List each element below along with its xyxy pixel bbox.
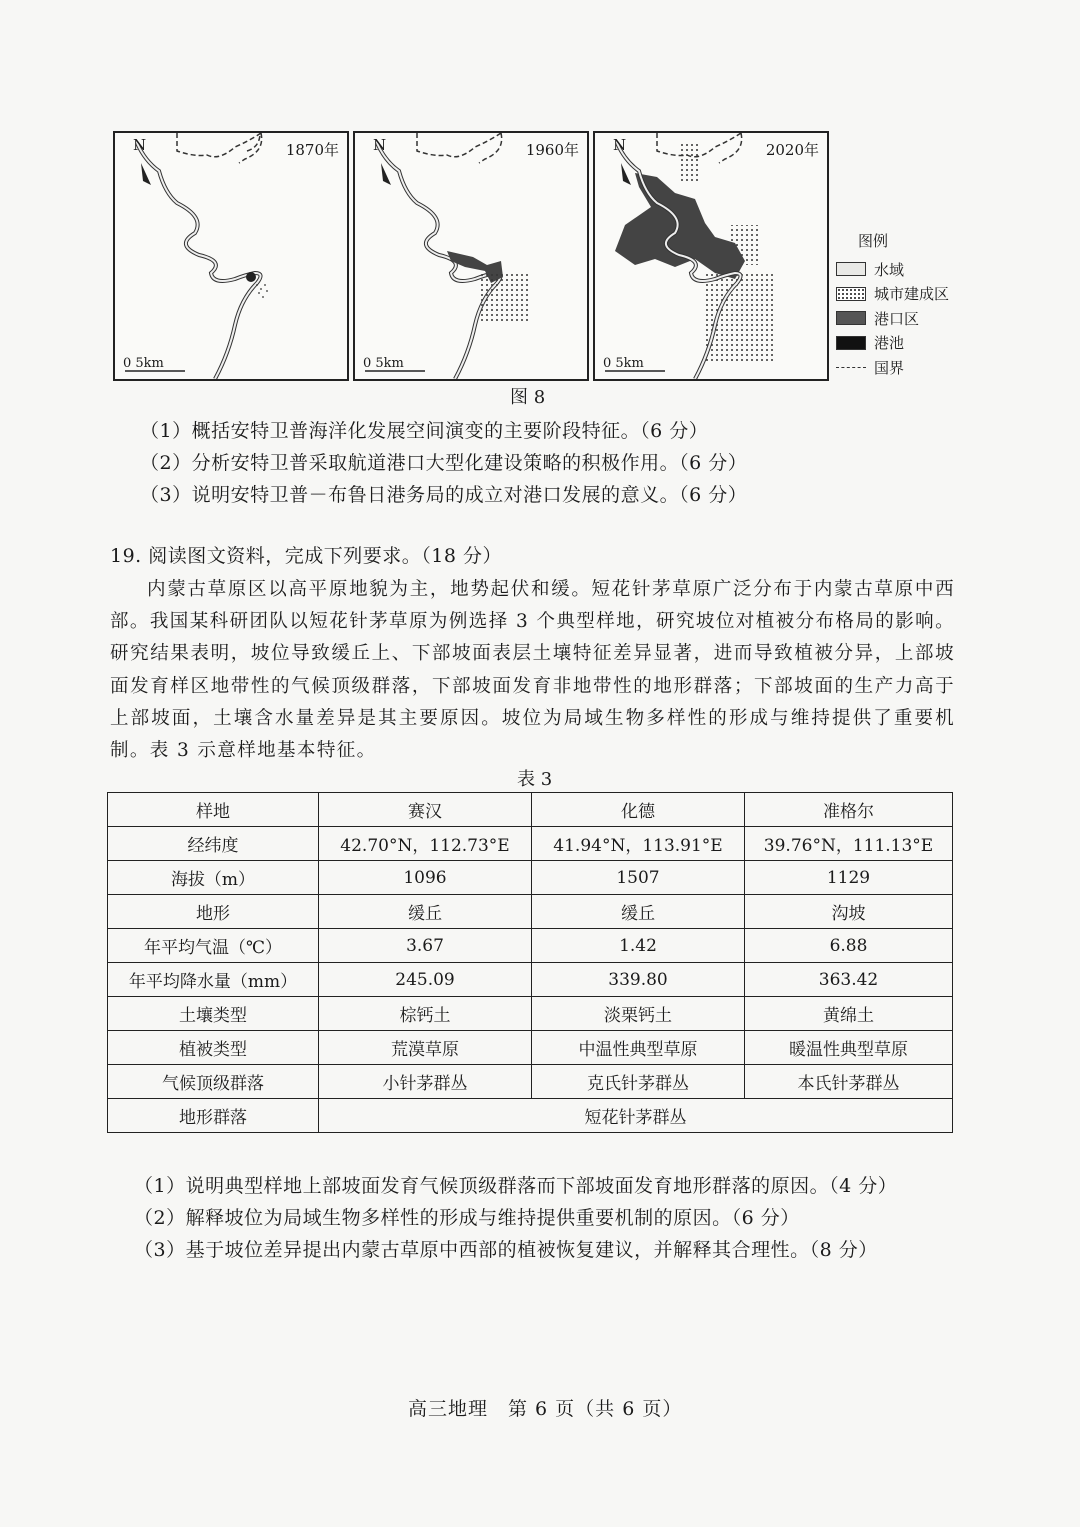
map-1870 — [113, 131, 349, 381]
table-cell: 沟坡 — [745, 895, 953, 929]
legend-label: 水域 — [874, 260, 905, 279]
table-cell: 1129 — [745, 861, 953, 895]
map-1960-graphic — [355, 133, 587, 379]
table-cell: 245.09 — [319, 963, 532, 997]
north-arrow-label: N — [613, 136, 627, 154]
map-2020-graphic — [595, 133, 827, 379]
table-header-row — [108, 793, 953, 827]
table-cell: 339.80 — [532, 963, 745, 997]
table-header-cell: 化德 — [532, 793, 745, 827]
urban-swatch-icon — [836, 287, 866, 301]
figure-caption: 图 8 — [510, 387, 546, 408]
map-legend — [836, 230, 949, 380]
table-cell: 经纬度 — [108, 827, 319, 861]
table-cell: 中温性典型草原 — [532, 1031, 745, 1065]
scale-bar-label: 0 5km — [363, 356, 404, 371]
q19-subquestion-1: （1）说明典型样地上部坡面发育气候顶级群落而下部坡面发育地形群落的原因。（4 分） — [134, 1175, 898, 1197]
sample-site-table — [107, 792, 953, 1133]
table-cell: 黄绵土 — [745, 997, 953, 1031]
map-1960 — [353, 131, 589, 381]
table-cell: 42.70°N，112.73°E — [319, 827, 532, 861]
table-cell: 地形群落 — [108, 1099, 319, 1133]
north-arrow-label: N — [373, 136, 387, 154]
legend-item-border — [836, 355, 949, 380]
legend-item-water — [836, 257, 949, 282]
table-cell: 棕钙土 — [319, 997, 532, 1031]
table-row — [108, 929, 953, 963]
legend-label: 国界 — [874, 358, 905, 377]
table-cell: 克氏针茅群丛 — [532, 1065, 745, 1099]
table-cell: 缓丘 — [532, 895, 745, 929]
q18-subquestion-3: （3）说明安特卫普－布鲁日港务局的成立对港口发展的意义。（6 分） — [140, 484, 748, 506]
table-row — [108, 1031, 953, 1065]
table-cell: 3.67 — [319, 929, 532, 963]
table-cell: 暖温性典型草原 — [745, 1031, 953, 1065]
table-caption: 表 3 — [517, 769, 553, 790]
table-row — [108, 861, 953, 895]
map-year-label: 1960年 — [525, 141, 579, 159]
north-arrow-label: N — [133, 136, 147, 154]
table-cell: 1.42 — [532, 929, 745, 963]
table-header-cell: 样地 — [108, 793, 319, 827]
q19-paragraph — [110, 574, 955, 767]
water-swatch-icon — [836, 262, 866, 276]
table-cell: 气候顶级群落 — [108, 1065, 319, 1099]
scale-bar-label: 0 5km — [123, 356, 164, 371]
table-cell: 海拔（m） — [108, 861, 319, 895]
basin-swatch-icon — [836, 336, 866, 350]
table-row — [108, 963, 953, 997]
legend-label: 城市建成区 — [874, 285, 950, 304]
table-cell: 1507 — [532, 861, 745, 895]
border-swatch-icon — [836, 367, 866, 368]
table-cell: 39.76°N，111.13°E — [745, 827, 953, 861]
q19-subquestion-2: （2）解释坡位为局域生物多样性的形成与维持提供重要机制的原因。（6 分） — [134, 1207, 800, 1229]
table-cell: 荒漠草原 — [319, 1031, 532, 1065]
q19-subquestion-3: （3）基于坡位差异提出内蒙古草原中西部的植被恢复建议，并解释其合理性。（8 分） — [134, 1239, 878, 1261]
port-swatch-icon — [836, 311, 866, 325]
table-header-cell: 赛汉 — [319, 793, 532, 827]
table-cell: 土壤类型 — [108, 997, 319, 1031]
map-2020 — [593, 131, 829, 381]
legend-item-basin — [836, 331, 949, 356]
page-footer: 高三地理 第 6 页（共 6 页） — [408, 1398, 683, 1420]
legend-label: 港口区 — [874, 309, 920, 328]
table-row — [108, 1065, 953, 1099]
table-cell: 淡栗钙土 — [532, 997, 745, 1031]
scale-bar-label: 0 5km — [603, 356, 644, 371]
table-cell: 年平均降水量（mm） — [108, 963, 319, 997]
table-cell: 363.42 — [745, 963, 953, 997]
table-row — [108, 997, 953, 1031]
q19-paragraph-text: 内蒙古草原区以高平原地貌为主，地势起伏和缓。短花针茅草原广泛分布于内蒙古草原中西部。我国某科研团队以短花针茅草原为例选择 3 个典型样地，研究坡位对植被分布格局的影响。研究结果表明，坡位导致缓丘上、下部坡面表层土壤特征差异显著，进而导致植被分异，上部坡面发育样区地带性的气候顶级群落，下部坡面发育非地带性的地形群落；下部坡面的生产力高于上部坡面，土壤含水量差异是其主要原因。坡位为局域生物多样性的形成与维持提供了重要机制。表 3 示意样地基本特征。 — [110, 579, 955, 762]
table-cell: 地形 — [108, 895, 319, 929]
q19-heading: 19. 阅读图文资料，完成下列要求。（18 分） — [110, 545, 502, 567]
map-year-label: 1870年 — [285, 141, 339, 159]
table-cell: 6.88 — [745, 929, 953, 963]
table-row — [108, 1099, 953, 1133]
map-1870-graphic — [115, 133, 347, 379]
q18-subquestion-1: （1）概括安特卫普海洋化发展空间演变的主要阶段特征。（6 分） — [140, 420, 709, 442]
table-cell: 缓丘 — [319, 895, 532, 929]
q18-subquestion-2: （2）分析安特卫普采取航道港口大型化建设策略的积极作用。（6 分） — [140, 452, 748, 474]
table-row — [108, 827, 953, 861]
map-year-label: 2020年 — [765, 141, 819, 159]
table-header-cell: 准格尔 — [745, 793, 953, 827]
table-cell: 41.94°N，113.91°E — [532, 827, 745, 861]
legend-item-port — [836, 306, 949, 331]
table-cell: 小针茅群丛 — [319, 1065, 532, 1099]
table-row — [108, 895, 953, 929]
legend-title: 图例 — [858, 232, 889, 250]
table-cell: 本氏针茅群丛 — [745, 1065, 953, 1099]
table-cell: 植被类型 — [108, 1031, 319, 1065]
table-cell: 1096 — [319, 861, 532, 895]
table-cell: 年平均气温（℃） — [108, 929, 319, 963]
table-cell-merged: 短花针茅群丛 — [319, 1099, 953, 1133]
legend-item-urban — [836, 282, 949, 307]
legend-label: 港池 — [874, 334, 905, 353]
